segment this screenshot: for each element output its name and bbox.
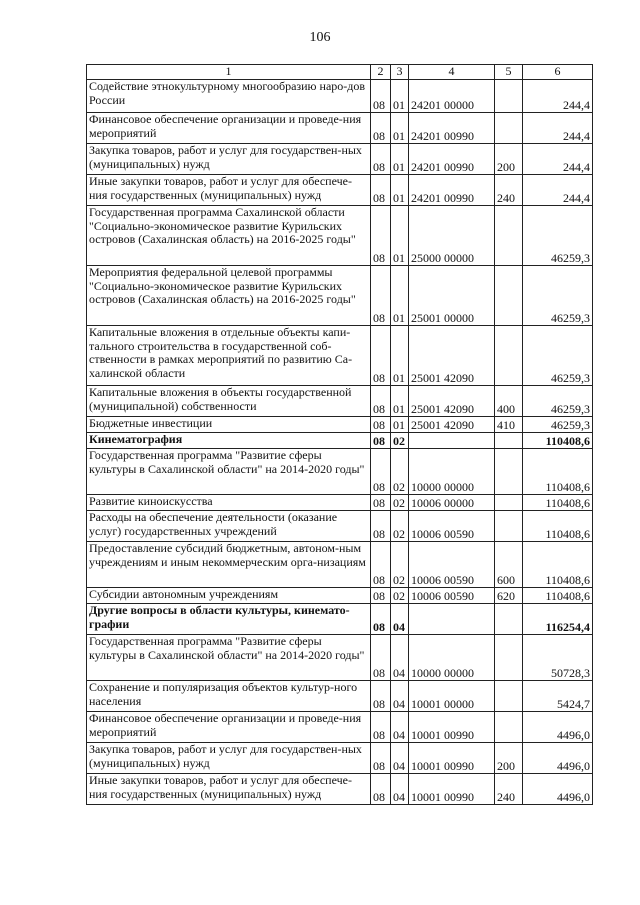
table-row [87,433,593,449]
row-subsection: 02 [391,511,409,542]
row-section: 08 [371,80,391,113]
row-section: 08 [371,266,391,326]
row-amount: 4496,0 [523,712,593,743]
row-amount: 244,4 [523,80,593,113]
row-name: Закупка товаров, работ и услуг для государствен-ных (муниципальных) нужд [87,144,371,175]
row-expense-type [495,433,523,449]
table-row [87,449,593,495]
row-section: 08 [371,175,391,206]
table-row [87,495,593,511]
row-target-code: 24201 00990 [409,144,495,175]
row-amount: 110408,6 [523,449,593,495]
row-target-code [409,433,495,449]
row-name: Содействие этнокультурному многообразию наро-дов России [87,80,371,113]
table-row [87,417,593,433]
row-target-code: 25001 42090 [409,326,495,386]
row-expense-type [495,604,523,635]
row-name: Государственная программа "Развитие сферы культуры в Сахалинской области" на 2014-2020 годы" [87,449,371,495]
row-target-code: 24201 00990 [409,113,495,144]
row-name: Иные закупки товаров, работ и услуг для обеспече-ния государственных (муниципальных) нужд [87,175,371,206]
row-expense-type: 200 [495,144,523,175]
row-name: Мероприятия федеральной целевой программы "Социально-экономическое развитие Курильских островов (Сахалинская область) на 2016-2025 годы" [87,266,371,326]
row-target-code: 10000 00000 [409,449,495,495]
table-row [87,144,593,175]
row-expense-type: 240 [495,774,523,805]
table-row [87,712,593,743]
row-name: Сохранение и популяризация объектов культур-ного населения [87,681,371,712]
row-name: Другие вопросы в области культуры, кинемато-графии [87,604,371,635]
row-section: 08 [371,326,391,386]
table-row [87,511,593,542]
row-expense-type [495,712,523,743]
row-target-code: 25001 00000 [409,266,495,326]
row-target-code: 10006 00590 [409,511,495,542]
row-amount: 46259,3 [523,266,593,326]
row-amount: 244,4 [523,144,593,175]
row-amount: 244,4 [523,113,593,144]
header-col-1: 1 [87,65,371,80]
row-target-code: 10001 00990 [409,774,495,805]
row-name: Бюджетные инвестиции [87,417,371,433]
table-row [87,743,593,774]
table-row [87,175,593,206]
row-section: 08 [371,712,391,743]
row-amount: 46259,3 [523,417,593,433]
row-name: Государственная программа "Развитие сферы культуры в Сахалинской области" на 2014-2020 годы" [87,635,371,681]
row-subsection: 04 [391,681,409,712]
row-amount: 46259,3 [523,326,593,386]
row-subsection: 01 [391,175,409,206]
table-row [87,604,593,635]
row-target-code: 24201 00990 [409,175,495,206]
row-section: 08 [371,113,391,144]
row-target-code: 10001 00990 [409,712,495,743]
row-expense-type [495,113,523,144]
row-target-code: 25000 00000 [409,206,495,266]
row-name: Иные закупки товаров, работ и услуг для обеспече-ния государственных (муниципальных) нужд [87,774,371,805]
row-section: 08 [371,588,391,604]
row-expense-type: 400 [495,386,523,417]
row-subsection: 01 [391,80,409,113]
row-subsection: 01 [391,417,409,433]
row-expense-type [495,326,523,386]
row-amount: 110408,6 [523,511,593,542]
header-col-6: 6 [523,65,593,80]
row-expense-type [495,449,523,495]
table-row [87,113,593,144]
row-name: Развитие киноискусства [87,495,371,511]
row-subsection: 04 [391,712,409,743]
row-target-code: 24201 00000 [409,80,495,113]
row-amount: 110408,6 [523,433,593,449]
row-expense-type: 240 [495,175,523,206]
row-section: 08 [371,433,391,449]
row-amount: 5424,7 [523,681,593,712]
row-subsection: 01 [391,326,409,386]
page-number: 106 [309,30,331,45]
row-section: 08 [371,511,391,542]
header-col-5: 5 [495,65,523,80]
row-amount: 46259,3 [523,206,593,266]
header-col-4: 4 [409,65,495,80]
row-subsection: 04 [391,774,409,805]
row-expense-type [495,266,523,326]
row-amount: 4496,0 [523,774,593,805]
row-section: 08 [371,604,391,635]
row-section: 08 [371,774,391,805]
row-target-code [409,604,495,635]
row-amount: 50728,3 [523,635,593,681]
row-name: Финансовое обеспечение организации и проведе-ния мероприятий [87,113,371,144]
table-row [87,326,593,386]
table-row [87,542,593,588]
row-section: 08 [371,144,391,175]
header-col-2: 2 [371,65,391,80]
row-name: Государственная программа Сахалинской области "Социально-экономическое развитие Курильских островов (Сахалинская область) на 2016-2025 годы" [87,206,371,266]
row-name: Закупка товаров, работ и услуг для государствен-ных (муниципальных) нужд [87,743,371,774]
row-subsection: 02 [391,449,409,495]
table-row [87,588,593,604]
row-target-code: 10006 00000 [409,495,495,511]
row-amount: 46259,3 [523,386,593,417]
row-amount: 4496,0 [523,743,593,774]
row-target-code: 10000 00000 [409,635,495,681]
row-amount: 110408,6 [523,588,593,604]
row-subsection: 02 [391,588,409,604]
row-expense-type: 620 [495,588,523,604]
row-subsection: 01 [391,266,409,326]
header-col-3: 3 [391,65,409,80]
row-target-code: 10001 00990 [409,743,495,774]
row-subsection: 01 [391,386,409,417]
table-row [87,206,593,266]
row-target-code: 10001 00000 [409,681,495,712]
row-expense-type [495,681,523,712]
row-amount: 116254,4 [523,604,593,635]
table-row [87,80,593,113]
table-row [87,774,593,805]
table-row [87,266,593,326]
table-body [87,80,593,805]
row-subsection: 04 [391,743,409,774]
row-section: 08 [371,495,391,511]
row-section: 08 [371,417,391,433]
row-name: Капитальные вложения в объекты государственной (муниципальной) собственности [87,386,371,417]
row-subsection: 04 [391,635,409,681]
row-amount: 110408,6 [523,542,593,588]
row-amount: 110408,6 [523,495,593,511]
table-row [87,386,593,417]
row-expense-type: 410 [495,417,523,433]
row-name: Кинематография [87,433,371,449]
row-section: 08 [371,635,391,681]
table-row [87,681,593,712]
row-target-code: 25001 42090 [409,386,495,417]
row-target-code: 10006 00590 [409,588,495,604]
row-name: Предоставление субсидий бюджетным, автоном-ным учреждениям и иным некоммерческим орга-низациям [87,542,371,588]
row-name: Финансовое обеспечение организации и проведе-ния мероприятий [87,712,371,743]
table-row [87,635,593,681]
row-section: 08 [371,386,391,417]
row-expense-type: 600 [495,542,523,588]
row-expense-type [495,206,523,266]
row-expense-type [495,635,523,681]
row-expense-type: 200 [495,743,523,774]
row-expense-type [495,80,523,113]
row-subsection: 02 [391,433,409,449]
table-header-row [87,65,593,80]
row-subsection: 01 [391,144,409,175]
budget-table [86,64,593,805]
row-section: 08 [371,681,391,712]
row-section: 08 [371,542,391,588]
row-name: Субсидии автономным учреждениям [87,588,371,604]
row-subsection: 01 [391,113,409,144]
row-subsection: 02 [391,542,409,588]
row-amount: 244,4 [523,175,593,206]
row-section: 08 [371,449,391,495]
row-name: Капитальные вложения в отдельные объекты капи-тального строительства в государственной соб-ственности в рамках мероприятий по развитию Са-халинской области [87,326,371,386]
row-target-code: 10006 00590 [409,542,495,588]
row-name: Расходы на обеспечение деятельности (оказание услуг) государственных учреждений [87,511,371,542]
row-section: 08 [371,206,391,266]
row-target-code: 25001 42090 [409,417,495,433]
row-expense-type [495,511,523,542]
row-section: 08 [371,743,391,774]
row-subsection: 01 [391,206,409,266]
row-subsection: 04 [391,604,409,635]
row-expense-type [495,495,523,511]
row-subsection: 02 [391,495,409,511]
